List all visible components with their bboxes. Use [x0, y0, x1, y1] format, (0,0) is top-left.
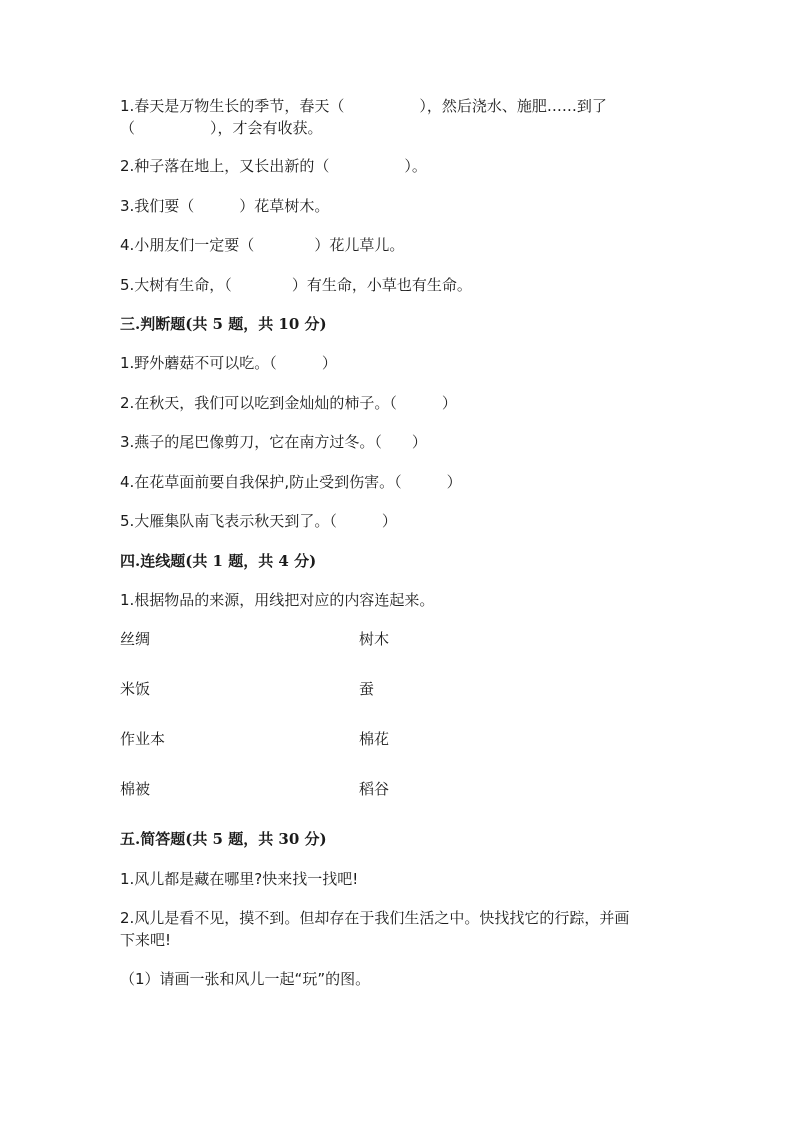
short-q2-line-1: 2.风儿是看不见，摸不到。但却存在于我们生活之中。快找找它的行踪，并画 [120, 909, 630, 927]
match-right-item: 蚕 [359, 680, 375, 698]
fill-item-4: 4.小朋友们一定要（ ）花儿草儿。 [120, 236, 405, 254]
short-q2-line-2: 下来吧! [120, 931, 172, 949]
fill-item-3: 3.我们要（ ）花草树木。 [120, 197, 330, 215]
short-q2-sub1: （1）请画一张和风儿一起“玩”的图。 [120, 970, 371, 988]
short-q1: 1.风儿都是藏在哪里?快来找一找吧! [120, 870, 359, 888]
match-left-item: 丝绸 [120, 630, 151, 648]
fill-item-1-line-2: （ ），才会有收获。 [120, 119, 323, 137]
match-right-item: 稻谷 [359, 780, 390, 798]
fill-item-2: 2.种子落在地上，又长出新的（ ）。 [120, 157, 427, 175]
judge-item-2: 2.在秋天，我们可以吃到金灿灿的柿子。（ ） [120, 394, 457, 412]
match-question: 1.根据物品的来源，用线把对应的内容连起来。 [120, 591, 435, 609]
judge-item-4: 4.在花草面前要自我保护,防止受到伤害。（ ） [120, 473, 462, 491]
fill-item-1-line-1: 1.春天是万物生长的季节，春天（ ），然后浇水、施肥……到了 [120, 97, 607, 115]
match-left-item: 米饭 [120, 680, 151, 698]
match-right-item: 树木 [359, 630, 390, 648]
match-left-item: 棉被 [120, 780, 151, 798]
match-left-item: 作业本 [120, 730, 166, 748]
fill-item-5: 5.大树有生命，（ ）有生命，小草也有生命。 [120, 276, 472, 294]
judge-item-5: 5.大雁集队南飞表示秋天到了。（ ） [120, 512, 397, 530]
match-right-item: 棉花 [359, 730, 390, 748]
judge-heading: 三.判断题(共 5 题，共 10 分) [120, 315, 327, 333]
judge-item-3: 3.燕子的尾巴像剪刀，它在南方过冬。（ ） [120, 433, 427, 451]
short-heading: 五.简答题(共 5 题，共 30 分) [120, 830, 327, 848]
judge-item-1: 1.野外蘑菇不可以吃。（ ） [120, 354, 337, 372]
match-heading: 四.连线题(共 1 题，共 4 分) [120, 552, 317, 570]
